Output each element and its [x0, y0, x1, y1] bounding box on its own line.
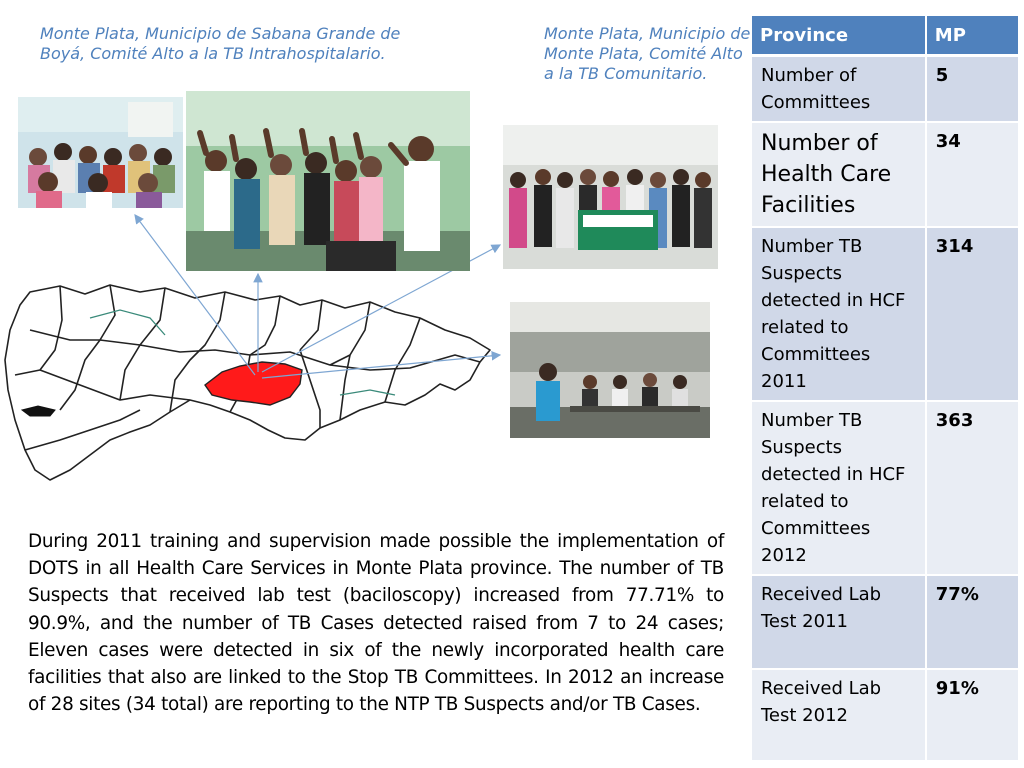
caption-monte-plata: Monte Plata, Municipio de Monte Plata, Comité Alto a la TB Comunitario. [544, 24, 751, 83]
photo-committee-banner [503, 125, 718, 269]
row-value-health-care-facilities: 34 [926, 122, 1019, 227]
table-row [752, 122, 1019, 227]
table-row [752, 401, 1019, 575]
table-row [752, 227, 1019, 401]
row-value-suspects-2012: 363 [926, 401, 1019, 575]
table-row [752, 575, 1019, 669]
row-label-lab-test-2011: Received Lab Test 2011 [752, 575, 926, 669]
row-value-lab-test-2012: 91% [926, 669, 1019, 761]
row-value-suspects-2011: 314 [926, 227, 1019, 401]
row-label-health-care-facilities: Number of Health Care Facilities [752, 122, 926, 227]
monte-plata-province [205, 362, 302, 405]
province-data-table [752, 16, 1020, 762]
arrow-to-photo-right-bottom [262, 355, 500, 378]
row-value-committees: 5 [926, 56, 1019, 123]
row-label-suspects-2011: Number TB Suspects detected in HCF related to Committees 2011 [752, 227, 926, 401]
summary-paragraph: During 2011 training and supervision made possible the implementation of DOTS in all Health Care Services in Monte Plata province. The number of TB Suspects that received lab test (baciloscopy) increased from 77.71% to 90.9%, and the number of TB Cases detected raised from 7 to 24 cases; Eleven cases were detected in six of the newly incorporated health care facilities that also are linked to the Stop TB Committees. In 2012 an increase of 28 sites (34 total) are reporting to the NTP TB Suspects and/or TB Cases. [28, 531, 724, 716]
photo-conference-room [510, 302, 710, 438]
table-row [752, 56, 1019, 123]
row-label-suspects-2012: Number TB Suspects detected in HCF related to Committees 2012 [752, 401, 926, 575]
caption-sabana-grande: Monte Plata, Municipio de Sabana Grande de Boyá, Comité Alto a la TB Intrahospitalario. [40, 24, 401, 63]
island-shape [22, 406, 55, 416]
photo-community-group [186, 91, 470, 271]
table-row [752, 669, 1019, 761]
row-value-lab-test-2011: 77% [926, 575, 1019, 669]
row-label-lab-test-2012: Received Lab Test 2012 [752, 669, 926, 761]
photo-hospital-meeting [18, 97, 183, 208]
header-mp: MP [926, 16, 1019, 56]
header-province: Province [752, 16, 926, 56]
row-label-committees: Number of Committees [752, 56, 926, 123]
table-header-row [752, 16, 1019, 56]
